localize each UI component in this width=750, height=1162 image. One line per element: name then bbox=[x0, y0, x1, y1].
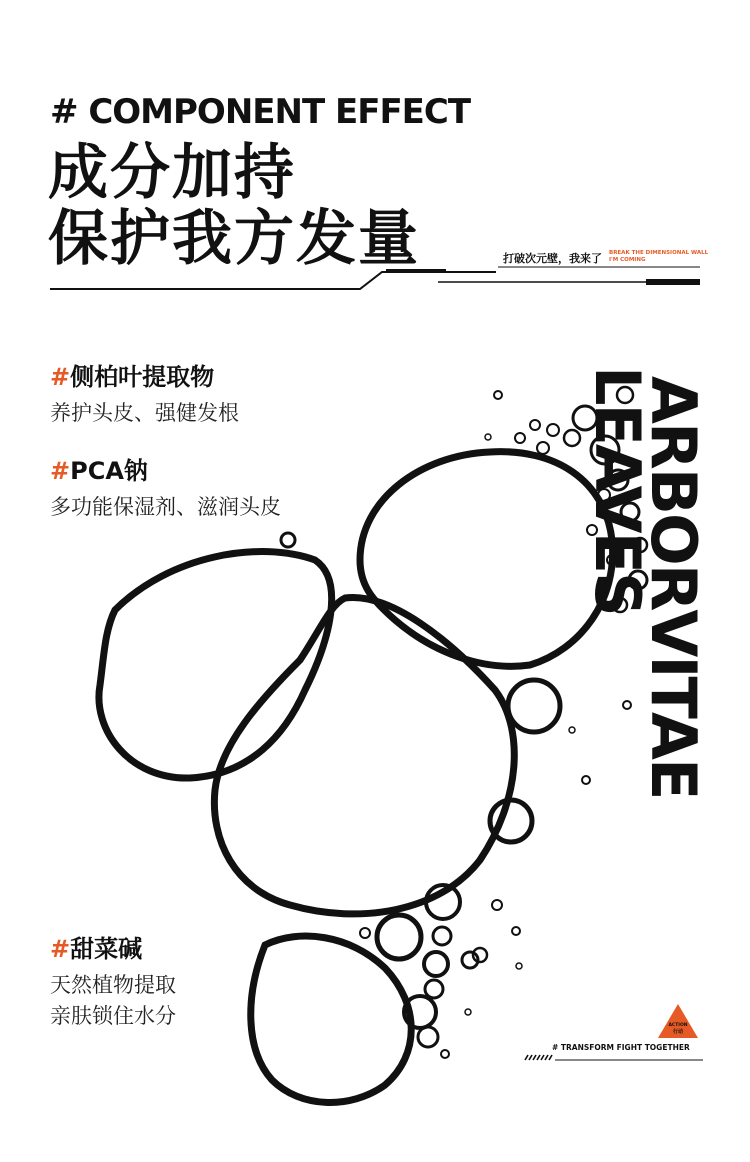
page-title-line-1: 成分加持 bbox=[48, 138, 296, 208]
tagline-cn: 打破次元壁，我来了 bbox=[503, 252, 602, 265]
bubble bbox=[530, 420, 540, 430]
bubble bbox=[424, 952, 448, 976]
bubble bbox=[516, 963, 522, 969]
bubble bbox=[582, 776, 590, 784]
bubble bbox=[494, 391, 502, 399]
hash-mark: # bbox=[50, 363, 71, 391]
bubble bbox=[433, 927, 451, 945]
feature-description: 多功能保湿剂、滋润头皮 bbox=[50, 495, 281, 519]
bubble bbox=[515, 433, 525, 443]
feature-description-line: 亲肤锁住水分 bbox=[50, 1004, 176, 1028]
section-eyebrow: # COMPONENT EFFECT bbox=[50, 92, 471, 132]
tagline-en-line-2: I'M COMING bbox=[609, 257, 646, 263]
feature-betaine bbox=[50, 934, 176, 1032]
feature-heading bbox=[50, 456, 281, 486]
feature-heading bbox=[50, 934, 176, 964]
bubble bbox=[281, 533, 295, 547]
feature-name: PCA钠 bbox=[70, 457, 148, 485]
hash-mark: # bbox=[50, 457, 71, 485]
feature-heading bbox=[50, 362, 239, 392]
feature-arborvitae bbox=[50, 362, 239, 429]
footer-hatch-line bbox=[523, 1054, 703, 1062]
bubble bbox=[377, 915, 421, 959]
bubble-cell bbox=[251, 936, 411, 1102]
bubble bbox=[465, 1009, 471, 1015]
feature-description bbox=[50, 970, 176, 1032]
feature-pca-sodium bbox=[50, 456, 281, 523]
hash-mark: # bbox=[50, 935, 71, 963]
bubble bbox=[492, 900, 502, 910]
bubble bbox=[485, 434, 491, 440]
feature-description: 养护头皮、强健发根 bbox=[50, 401, 239, 425]
bubble bbox=[547, 424, 559, 436]
feature-name: 甜菜碱 bbox=[70, 935, 143, 963]
bubble bbox=[537, 442, 549, 454]
bubble bbox=[564, 430, 580, 446]
footer-tag: # TRANSFORM FIGHT TOGETHER bbox=[552, 1043, 690, 1052]
bubble bbox=[425, 980, 443, 998]
triangle-badge-icon bbox=[658, 1004, 698, 1040]
feature-description-line: 天然植物提取 bbox=[50, 973, 176, 997]
bubble bbox=[508, 680, 560, 732]
badge-text-1: ACTION bbox=[668, 1023, 688, 1028]
bubble-cell bbox=[360, 452, 613, 667]
bubble bbox=[512, 927, 520, 935]
bubble bbox=[623, 701, 631, 709]
bubble bbox=[418, 1027, 438, 1047]
badge-text-2: 行动 bbox=[672, 1029, 684, 1035]
bubble bbox=[490, 800, 532, 842]
tagline-en-line-1: BREAK THE DIMENSIONAL WALL bbox=[609, 250, 709, 256]
feature-name: 侧柏叶提取物 bbox=[70, 363, 215, 391]
vertical-word-arborvitae: ARBORVITAE bbox=[637, 376, 710, 799]
bubble bbox=[441, 1050, 449, 1058]
bubble bbox=[360, 928, 370, 938]
vertical-word-leaves: LEAVES bbox=[581, 366, 654, 615]
bubble bbox=[569, 727, 575, 733]
page-title-line-2: 保护我方发量 bbox=[48, 204, 420, 274]
